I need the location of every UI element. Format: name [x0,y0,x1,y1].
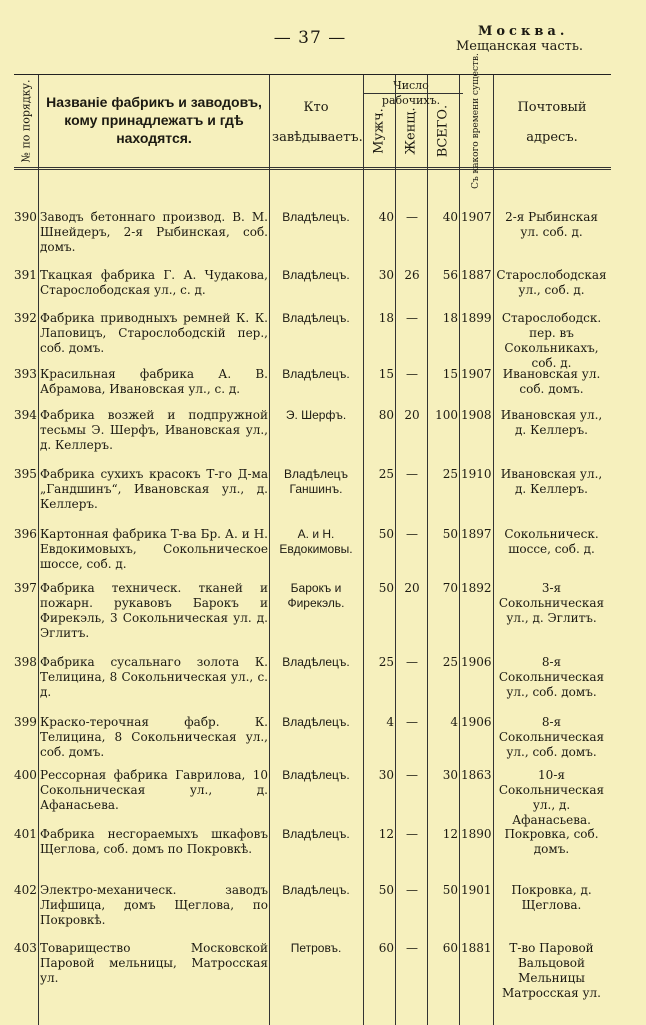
total-count: 56 [442,268,458,282]
total-count: 50 [442,883,458,897]
row-number: 392 [14,311,37,325]
year-founded: 1908 [461,408,492,422]
factory-name: Фабрика сусальнаго золота К. Телицина, 8 Сокольническая ул., с. д. [40,655,268,699]
row-number: 400 [14,768,37,782]
women-count: — [406,883,418,897]
factory-name: Фабрика возжей и подпружной тесьмы Э. Шерфъ, Ивановская ул., д. Келлеръ. [40,408,268,452]
header-rule [14,167,611,170]
women-count: — [406,768,418,782]
factory-name: Красильная фабрика А. В. Абрамова, Ивановская ул., с. д. [40,367,268,396]
men-count: 50 [378,883,394,897]
factory-name: Фабрика сухихъ красокъ Т-го Д-ма „Гандшинъ“, Ивановская ул., д. Келлеръ. [40,467,268,511]
year-founded: 1901 [461,883,492,897]
year-founded: 1897 [461,527,492,541]
row-number: 390 [14,210,37,224]
manager: Барокъ и Фирекэль. [287,581,345,610]
total-count: 70 [442,581,458,595]
postal-address: Старослободск. пер. въ Сокольникахъ, соб. д. [501,311,602,370]
col-header-address: Почтовый адресъ. [517,100,587,145]
col-divider [38,75,39,1025]
men-count: 40 [378,210,394,224]
col-header-workers: Число рабочихъ. [381,79,441,107]
total-count: 15 [442,367,458,381]
factory-name: Заводъ бетоннаго производ. В. М. Шнейдеръ, 2-я Рыбинская, соб. домъ. [40,210,268,254]
year-founded: 1863 [461,768,492,782]
total-count: 50 [442,527,458,541]
factory-name: Картонная фабрика Т-ва Бр. А. и Н. Евдокимовыхъ, Сокольническое шоссе, соб. д. [40,527,268,571]
factory-name: Фабрика несгораемыхъ шкафовъ Щеглова, соб. домъ по Покровкѣ. [40,827,268,856]
men-count: 80 [378,408,394,422]
men-count: 50 [378,527,394,541]
men-count: 25 [378,467,394,481]
factory-name: Электро-механическ. заводъ Лифшица, домъ Щеглова, по Покровкѣ. [40,883,268,927]
manager: Владѣлецъ. [282,827,350,841]
manager: Владѣлецъ. [282,655,350,669]
col-header-total: ВСЕГО. [435,104,451,158]
page-number: — 37 — [273,28,347,48]
factory-table [14,53,611,1025]
col-header-women: Женщ. [403,107,419,155]
men-count: 4 [386,715,394,729]
row-number: 391 [14,268,37,282]
manager: Владѣлецъ. [282,768,350,782]
row-number: 396 [14,527,37,541]
women-count: — [406,311,418,325]
year-founded: 1890 [461,827,492,841]
manager: Владѣлецъ. [282,367,350,381]
year-founded: 1892 [461,581,492,595]
year-founded: 1907 [461,367,492,381]
col-divider [493,75,494,1025]
postal-address: 10-я Сокольническая ул., д. Афанасьева. [498,768,605,827]
year-founded: 1907 [461,210,492,224]
postal-address: 2-я Рыбинская ул. соб. д. [505,210,598,239]
total-count: 25 [442,467,458,481]
postal-address: Ивановская ул., д. Келлеръ. [500,408,603,437]
postal-address: Старослободская ул., соб. д. [496,268,607,297]
women-count: — [406,467,418,481]
manager: Э. Шерфъ. [285,408,347,422]
total-count: 12 [442,827,458,841]
col-header-year: Съ какого времени существ. [471,53,481,189]
postal-address: Покровка, соб. домъ. [504,827,599,856]
row-number: 401 [14,827,37,841]
col-divider [269,75,270,1025]
factory-name: Фабрика техническ. тканей и пожарн. рукавовъ Барокъ и Фирекэль, 3 Сокольническая ул. д. Эглитъ. [40,581,268,640]
year-founded: 1887 [461,268,492,282]
women-count: — [406,655,418,669]
postal-address: 3-я Сокольническая ул., д. Эглитъ. [498,581,605,625]
manager: Владѣлецъ Ганшинъ. [283,467,349,496]
factory-name: Рессорная фабрика Гаврилова, 10 Сокольническая ул., д. Афанасьева. [40,768,268,812]
men-count: 30 [378,768,394,782]
manager: Владѣлецъ. [282,715,350,729]
manager: Владѣлецъ. [282,268,350,282]
total-count: 4 [450,715,458,729]
postal-address: Ивановская ул. соб. домъ. [502,367,601,396]
col-header-num: № по порядку. [19,79,33,163]
men-count: 15 [378,367,394,381]
year-founded: 1910 [461,467,492,481]
factory-name: Фабрика приводныхъ ремней К. К. Лаповицъ, Старослободскій пер., соб. домъ. [40,311,268,355]
manager: Владѣлецъ. [282,210,350,224]
row-number: 395 [14,467,37,481]
manager: Владѣлецъ. [282,311,350,325]
women-count: — [406,941,418,955]
manager: Владѣлецъ. [282,883,350,897]
col-divider [395,75,396,1025]
postal-address: Т-во Паровой Вальцовой Мельницы Матросская ул. [502,941,601,1000]
manager: Петровъ. [290,941,342,955]
women-count: 20 [404,581,420,595]
men-count: 50 [378,581,394,595]
col-header-men: Мужч. [371,108,387,154]
row-number: 399 [14,715,37,729]
row-number: 403 [14,941,37,955]
postal-address: Покровка, д. Щеглова. [511,883,592,912]
total-count: 25 [442,655,458,669]
col-header-name: Названіе фабрикъ и заводовъ, кому принадлежатъ и гдѣ находятся. [46,94,262,146]
row-number: 393 [14,367,37,381]
factory-name: Краско-терочная фабр. К. Телицина, 8 Сокольническая ул., соб. домъ. [40,715,268,759]
women-count: — [406,210,418,224]
men-count: 12 [378,827,394,841]
postal-address: 8-я Сокольническая ул., соб. домъ. [498,715,605,759]
total-count: 60 [442,941,458,955]
postal-address: Ивановская ул., д. Келлеръ. [500,467,603,496]
women-count: — [406,367,418,381]
total-count: 30 [442,768,458,782]
row-number: 394 [14,408,37,422]
men-count: 30 [378,268,394,282]
year-founded: 1906 [461,655,492,669]
district-subtitle: Мещанская часть. [456,39,584,54]
year-founded: 1881 [461,941,492,955]
year-founded: 1906 [461,715,492,729]
row-number: 397 [14,581,37,595]
women-count: — [406,715,418,729]
col-divider [459,75,460,1025]
women-count: 20 [404,408,420,422]
col-header-manager: Кто завѣдываетъ. [272,100,363,145]
postal-address: 8-я Сокольническая ул., соб. домъ. [498,655,605,699]
year-founded: 1899 [461,311,492,325]
row-number: 402 [14,883,37,897]
row-number: 398 [14,655,37,669]
men-count: 25 [378,655,394,669]
manager: А. и Н. Евдокимовы. [279,527,353,556]
factory-name: Ткацкая фабрика Г. А. Чудакова, Старослободская ул., с. д. [40,268,268,297]
factory-name: Товарищество Московской Паровой мельницы, Матросская ул. [40,941,268,985]
men-count: 18 [378,311,394,325]
women-count: — [406,527,418,541]
women-count: — [406,827,418,841]
women-count: 26 [404,268,420,282]
men-count: 60 [378,941,394,955]
total-count: 100 [435,408,458,422]
total-count: 18 [442,311,458,325]
total-count: 40 [442,210,458,224]
postal-address: Сокольническ. шоссе, соб. д. [504,527,599,556]
city-title: Москва. [478,24,569,39]
